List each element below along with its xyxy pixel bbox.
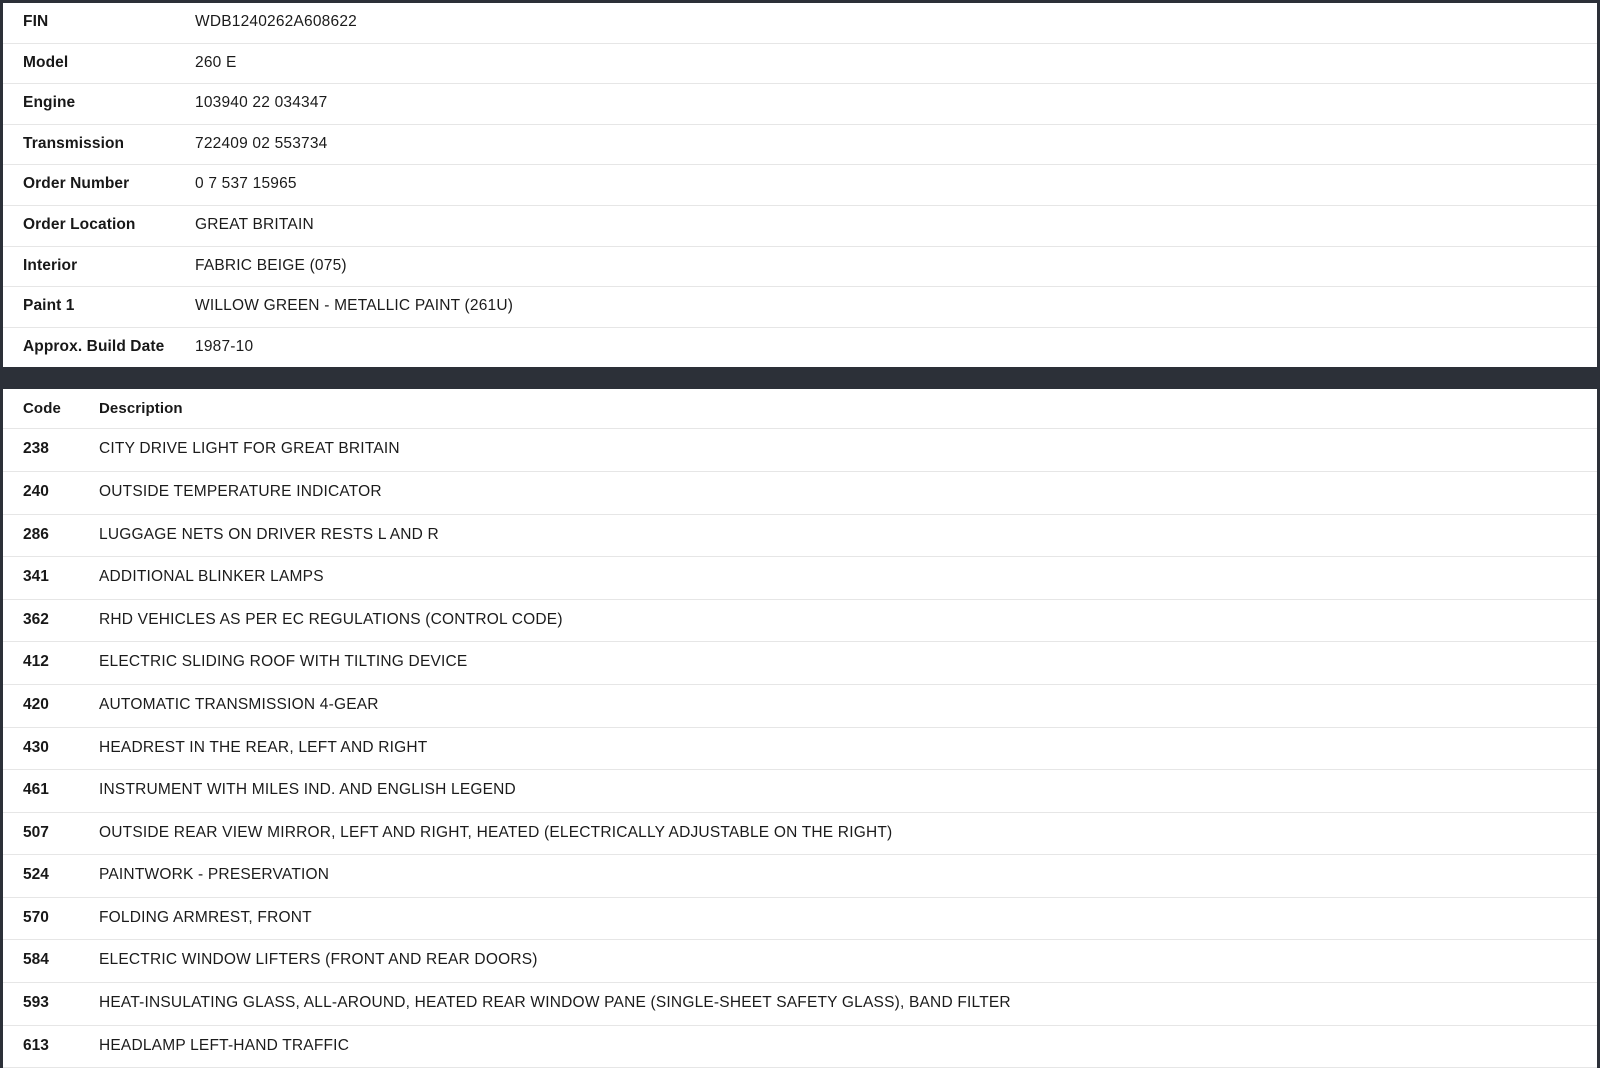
table-row	[3, 599, 1597, 642]
equipment-code: 240	[3, 471, 93, 514]
vehicle-field-value: 722409 02 553734	[193, 124, 1597, 165]
table-row	[3, 429, 1597, 472]
equipment-description: INSTRUMENT WITH MILES IND. AND ENGLISH LEGEND	[93, 770, 1597, 813]
vehicle-field-label: Order Number	[3, 165, 193, 206]
table-row	[3, 471, 1597, 514]
table-row	[3, 855, 1597, 898]
vehicle-field-value: 1987-10	[195, 337, 254, 355]
equipment-description: HEADREST IN THE REAR, LEFT AND RIGHT	[93, 727, 1597, 770]
equipment-codes-table	[3, 389, 1597, 1068]
equipment-description: LUGGAGE NETS ON DRIVER RESTS L AND R	[93, 514, 1597, 557]
equipment-description: RHD VEHICLES AS PER EC REGULATIONS (CONTROL CODE)	[93, 599, 1597, 642]
equipment-code: 341	[3, 557, 93, 600]
vehicle-field-label: Transmission	[3, 124, 193, 165]
vehicle-identity-row	[3, 205, 1597, 246]
equipment-description: ELECTRIC SLIDING ROOF WITH TILTING DEVICE	[93, 642, 1597, 685]
vehicle-field-label: Order Location	[3, 205, 193, 246]
vehicle-field-value: 0 7 537 15965	[193, 165, 1597, 206]
vehicle-identity-row	[3, 3, 1597, 43]
vehicle-field-value: WDB1240262A608622	[193, 3, 1597, 43]
table-row	[3, 983, 1597, 1026]
equipment-code: 507	[3, 812, 93, 855]
equipment-code: 613	[3, 1025, 93, 1068]
vehicle-identity-panel	[0, 0, 1600, 367]
table-row	[3, 557, 1597, 600]
equipment-code: 362	[3, 599, 93, 642]
equipment-description: OUTSIDE REAR VIEW MIRROR, LEFT AND RIGHT, HEATED (ELECTRICALLY ADJUSTABLE ON THE RIGHT)	[93, 812, 1597, 855]
equipment-code: 286	[3, 514, 93, 557]
equipment-description: CITY DRIVE LIGHT FOR GREAT BRITAIN	[93, 429, 1597, 472]
vehicle-field-label: Engine	[3, 84, 193, 125]
equipment-description: AUTOMATIC TRANSMISSION 4-GEAR	[93, 684, 1597, 727]
table-row	[3, 684, 1597, 727]
equipment-description: ADDITIONAL BLINKER LAMPS	[93, 557, 1597, 600]
vehicle-field-label: Model	[3, 43, 193, 84]
equipment-code: 584	[3, 940, 93, 983]
vehicle-field-value: WILLOW GREEN - METALLIC PAINT (261U)	[193, 287, 1597, 328]
section-separator-band	[0, 367, 1600, 389]
vehicle-field-value: GREAT BRITAIN	[193, 205, 1597, 246]
equipment-codes-body	[3, 429, 1597, 1068]
vehicle-identity-row	[3, 165, 1597, 206]
table-row	[3, 727, 1597, 770]
vehicle-identity-body	[3, 3, 1597, 367]
equipment-description: PAINTWORK - PRESERVATION	[93, 855, 1597, 898]
equipment-description: FOLDING ARMREST, FRONT	[93, 897, 1597, 940]
vehicle-field-label: FIN	[3, 3, 193, 43]
vehicle-field-label: Paint 1	[3, 287, 193, 328]
equipment-code: 461	[3, 770, 93, 813]
vehicle-identity-row	[3, 246, 1597, 287]
table-row	[3, 897, 1597, 940]
table-header-row	[3, 389, 1597, 429]
column-header-description: Description	[93, 389, 1597, 429]
equipment-code: 593	[3, 983, 93, 1026]
equipment-description: OUTSIDE TEMPERATURE INDICATOR	[93, 471, 1597, 514]
column-header-code: Code	[3, 389, 93, 429]
table-row	[3, 770, 1597, 813]
equipment-description: HEADLAMP LEFT-HAND TRAFFIC	[93, 1025, 1597, 1068]
equipment-code: 570	[3, 897, 93, 940]
vehicle-field-value: 260 E	[193, 43, 1597, 84]
equipment-description: ELECTRIC WINDOW LIFTERS (FRONT AND REAR DOORS)	[93, 940, 1597, 983]
equipment-code: 238	[3, 429, 93, 472]
equipment-code: 430	[3, 727, 93, 770]
vehicle-field-label: Interior	[3, 246, 193, 287]
table-row	[3, 514, 1597, 557]
vehicle-identity-row	[3, 287, 1597, 328]
equipment-code: 420	[3, 684, 93, 727]
vehicle-field-label: Approx. Build Date	[23, 337, 165, 355]
equipment-code: 524	[3, 855, 93, 898]
equipment-code: 412	[3, 642, 93, 685]
vehicle-field-value: FABRIC BEIGE (075)	[193, 246, 1597, 287]
vehicle-identity-row	[3, 43, 1597, 84]
table-row	[3, 812, 1597, 855]
table-row	[3, 940, 1597, 983]
vehicle-identity-table	[3, 3, 1597, 367]
table-row	[3, 1025, 1597, 1068]
table-row	[3, 642, 1597, 685]
equipment-description: HEAT-INSULATING GLASS, ALL-AROUND, HEATED REAR WINDOW PANE (SINGLE-SHEET SAFETY GLASS), BAND FILTER	[93, 983, 1597, 1026]
vehicle-field-value: 103940 22 034347	[193, 84, 1597, 125]
vehicle-identity-row	[3, 84, 1597, 125]
equipment-codes-panel	[0, 389, 1600, 1068]
vehicle-identity-row	[3, 124, 1597, 165]
equipment-codes-header	[3, 389, 1597, 429]
vehicle-identity-row	[3, 327, 1597, 367]
